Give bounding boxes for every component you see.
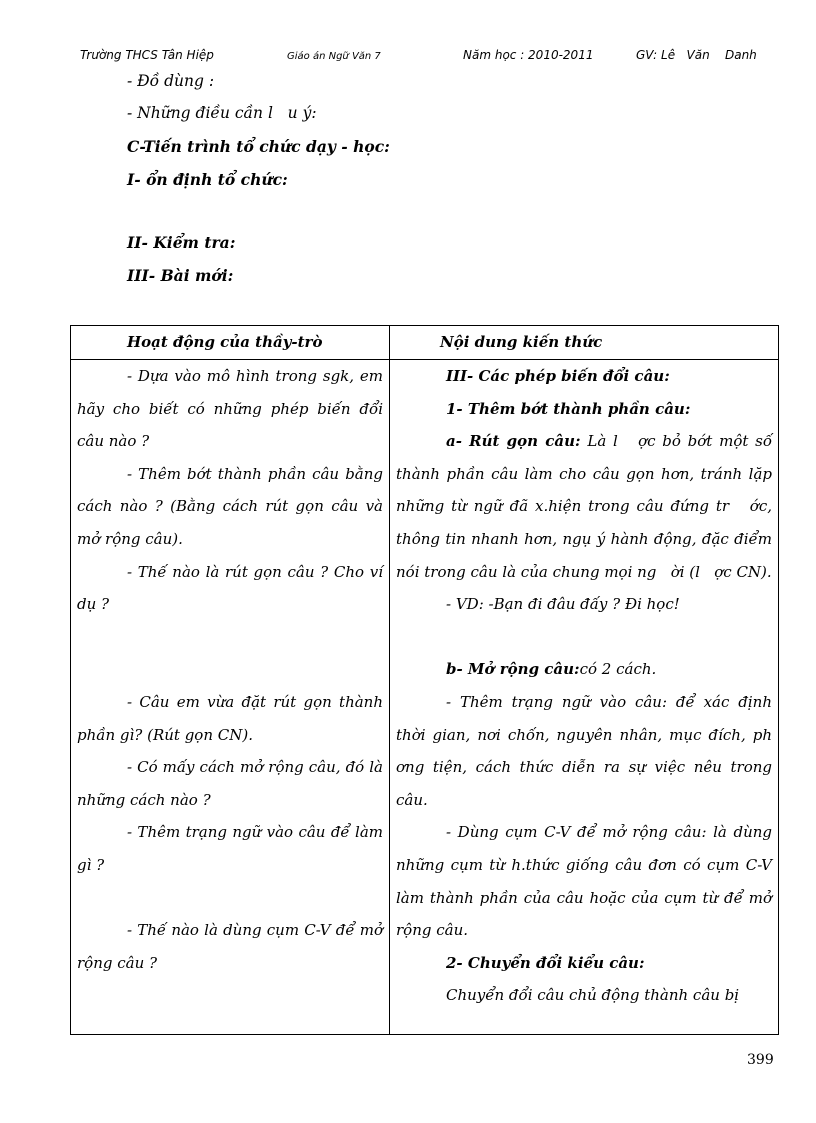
trang-ngu-paragraph: - Thêm trạng ngữ vào câu: để xác định thời gian, nơi chốn, nguyên nhân, mục đích, ph ơng tiện, cách thức diễn ra sự việc nêu trong câu. (396, 692, 787, 809)
table-header-row (71, 326, 779, 360)
intro-do-dung: - Đồ dùng : (127, 72, 215, 90)
intro-luu-y: - Những điều cần l u ý: (127, 104, 317, 122)
mo-rong-text: có 2 cách. (579, 660, 657, 679)
knowledge-column (390, 360, 787, 1035)
mo-rong-paragraph (396, 653, 772, 686)
cum-cv-paragraph: - Dùng cụm C-V để mở rộng câu: là dùng những cụm từ h.thức giống câu đơn có cụm C-V làm thành phần của câu hoặc của cụm từ để mở rộng câu. (396, 823, 772, 940)
col1-header: Hoạt động của thầy-trò (71, 326, 390, 360)
lesson-table (70, 325, 787, 1035)
mo-rong-title: b- Mở rộng câu: (446, 660, 580, 679)
header-year: Năm học : 2010-2011 (463, 48, 594, 62)
question-5: - Có mấy cách mở rộng câu, đó là những cách nào ? (77, 758, 383, 809)
intro-tien-trinh: C-Tiến trình tổ chức dạy - học: (127, 137, 390, 156)
question-7: - Thế nào là dùng cụm C-V để mở rộng câu ? (77, 921, 383, 972)
header-school: Trường THCS Tân Hiệp (80, 48, 214, 62)
question-3: - Thế nào là rút gọn câu ? Cho ví dụ ? (77, 562, 383, 614)
example-line: - VD: -Bạn đi đâu đấy ? Đi học! (446, 595, 680, 614)
header-subject: Giáo án Ngữ Văn 7 (287, 51, 381, 62)
section-3-title: III- Các phép biến đổi câu: (446, 367, 670, 385)
intro-on-dinh: I- ổn định tổ chức: (127, 170, 288, 189)
rut-gon-text: Là l ợc bỏ bớt một số thành phần câu làm cho câu gọn hơn, tránh lặp những từ ngữ đã x.hiện trong câu đứng tr ớc, thông tin nhanh hơn, ngụ ý hành động, đặc điểm nói trong câu là của chung mọi ng ời (l ợc CN). (396, 432, 777, 581)
intro-bai-moi: III- Bài mới: (127, 266, 234, 285)
rut-gon-paragraph (396, 425, 777, 588)
question-1: - Dựa vào mô hình trong sgk, em hãy cho biết có những phép biến đổi câu nào ? (77, 367, 383, 451)
col2-header: Nội dung kiến thức (390, 326, 779, 360)
subsection-1-title: 1- Thêm bớt thành phần câu: (446, 399, 691, 418)
rut-gon-title: a- Rút gọn câu: (446, 432, 581, 451)
table-body-row (71, 360, 779, 1035)
teacher-student-column (71, 360, 390, 1035)
header-teacher: GV: Lê Văn Danh (636, 48, 757, 62)
question-2: - Thêm bớt thành phần câu bằng cách nào ? (Bằng cách rút gọn câu và mở rộng câu). (77, 464, 383, 548)
intro-kiem-tra: II- Kiểm tra: (127, 233, 236, 252)
subsection-2-title: 2- Chuyển đổi kiểu câu: (446, 953, 645, 972)
question-6: - Thêm trạng ngữ vào câu để làm gì ? (77, 823, 383, 874)
question-4: - Câu em vừa đặt rút gọn thành phần gì? (Rút gọn CN). (77, 692, 383, 744)
page-number: 399 (747, 1052, 774, 1068)
chuyen-doi-paragraph: Chuyển đổi câu chủ động thành câu bị (446, 986, 740, 1005)
